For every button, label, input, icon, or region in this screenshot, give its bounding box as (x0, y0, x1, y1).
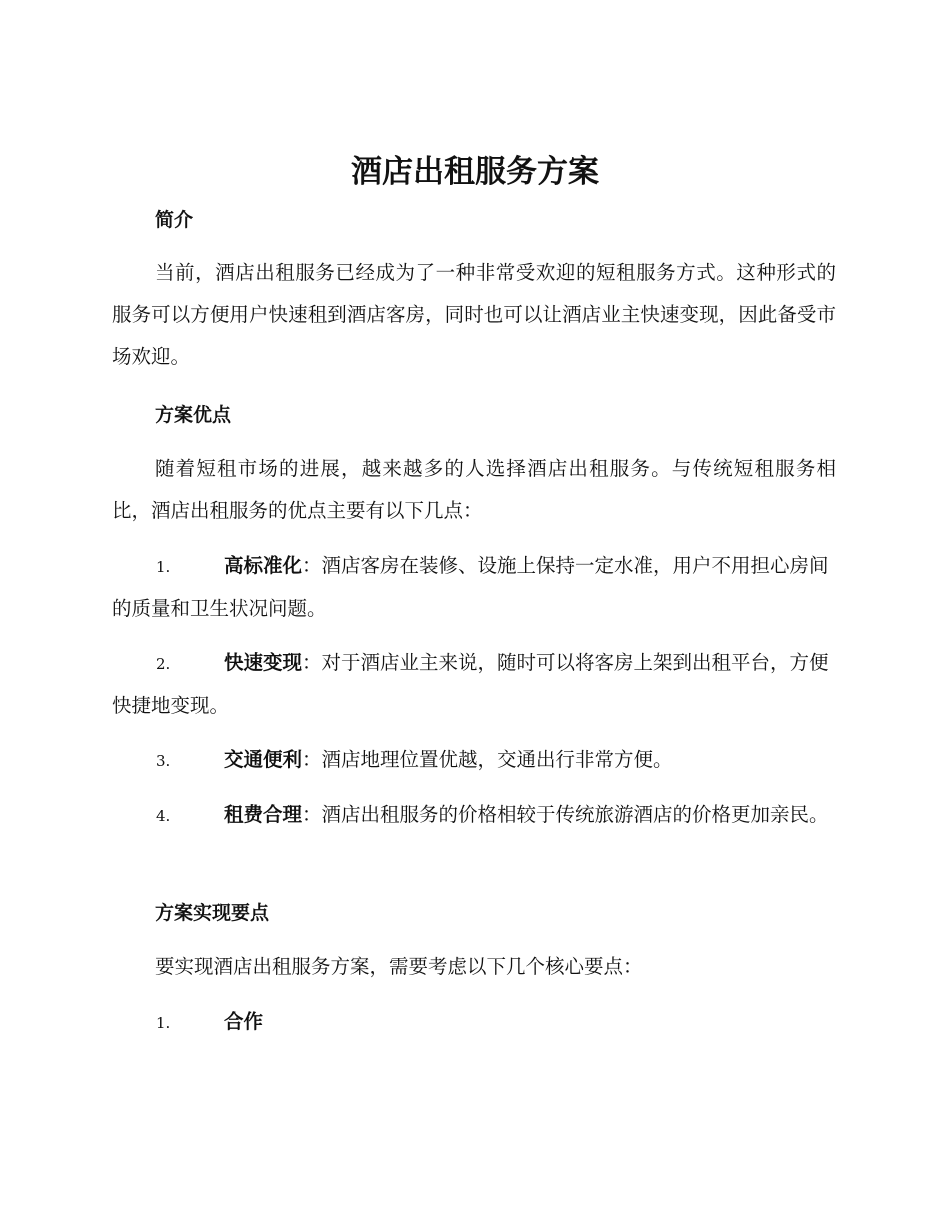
list-text: ：酒店客房在装修、设施上保持一定水准，用户不用担心房间的质量和卫生状况问题。 (112, 554, 829, 620)
list-number: 3. (156, 752, 171, 770)
list-number: 2. (156, 655, 171, 673)
intro-paragraph: 当前，酒店出租服务已经成为了一种非常受欢迎的短租服务方式。这种形式的服务可以方便用户快速租到酒店客房，同时也可以让酒店业主快速变现，因此备受市场欢迎。 (112, 261, 836, 368)
document-title: 酒店出租服务方案 (351, 154, 599, 190)
list-term: 快速变现 (224, 651, 303, 674)
list-term: 租费合理 (224, 803, 303, 826)
section-heading-advantages: 方案优点 (155, 404, 232, 426)
list-term: 交通便利 (224, 748, 303, 771)
list-text: ：酒店地理位置优越，交通出行非常方便。 (302, 748, 673, 771)
list-item (112, 642, 836, 727)
list-item (112, 545, 836, 630)
list-number: 1. (156, 1014, 171, 1032)
list-number: 4. (156, 807, 171, 825)
list-text: ：酒店出租服务的价格相较于传统旅游酒店的价格更加亲民。 (302, 803, 829, 826)
list-item (112, 739, 836, 782)
list-number: 1. (156, 558, 171, 576)
list-term: 高标准化 (224, 554, 303, 577)
list-text: ：对于酒店业主来说，随时可以将客房上架到出租平台，方便快捷地变现。 (112, 651, 829, 717)
implementation-paragraph: 要实现酒店出租服务方案，需要考虑以下几个核心要点： (155, 955, 643, 978)
list-item (112, 794, 836, 837)
section-heading-implementation: 方案实现要点 (155, 902, 270, 924)
section-heading-intro: 简介 (155, 209, 194, 231)
list-item (112, 1001, 836, 1044)
list-term: 合作 (224, 1010, 264, 1033)
advantages-paragraph: 随着短租市场的进展，越来越多的人选择酒店出租服务。与传统短租服务相比，酒店出租服务的优点主要有以下几点： (112, 457, 836, 522)
